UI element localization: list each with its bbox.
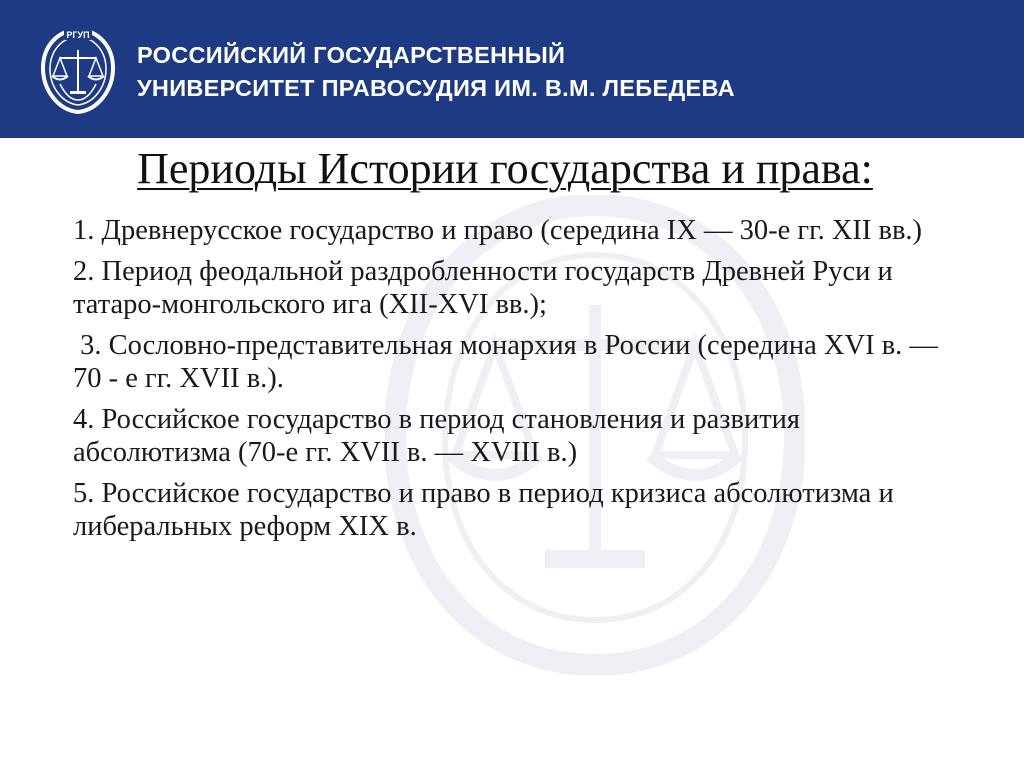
logo-text: РГУП	[66, 30, 90, 40]
header-banner	[0, 0, 1024, 138]
periods-list	[73, 214, 953, 551]
university-name-line2: УНИВЕРСИТЕТ ПРАВОСУДИЯ ИМ. В.М. ЛЕБЕДЕВА	[137, 75, 735, 101]
university-logo-icon	[38, 26, 118, 116]
slide-title: Периоды Истории государства и права:	[137, 144, 873, 193]
list-item: 5. Российское государство и право в период кризиса абсолютизма и либеральных реформ XIX в.	[73, 478, 894, 542]
list-item: 4. Российское государство в период становления и развития абсолютизма (70-е гг. XVII в. — XVIII в.)	[73, 404, 801, 468]
list-item: 1. Древнерусское государство и право (середина IX — 30-е гг. XII вв.)	[73, 215, 923, 246]
list-item: 2. Период феодальной раздробленности государств Древней Руси и татаро-монгольского ига (XII-XVI вв.);	[73, 256, 893, 320]
list-item: 3. Сословно-представительная монархия в России (середина XVI в. — 70 - е гг. XVII в.).	[73, 330, 946, 394]
university-name	[137, 39, 735, 105]
university-name-line1: РОССИЙСКИЙ ГОСУДАРСТВЕННЫЙ	[137, 42, 566, 68]
